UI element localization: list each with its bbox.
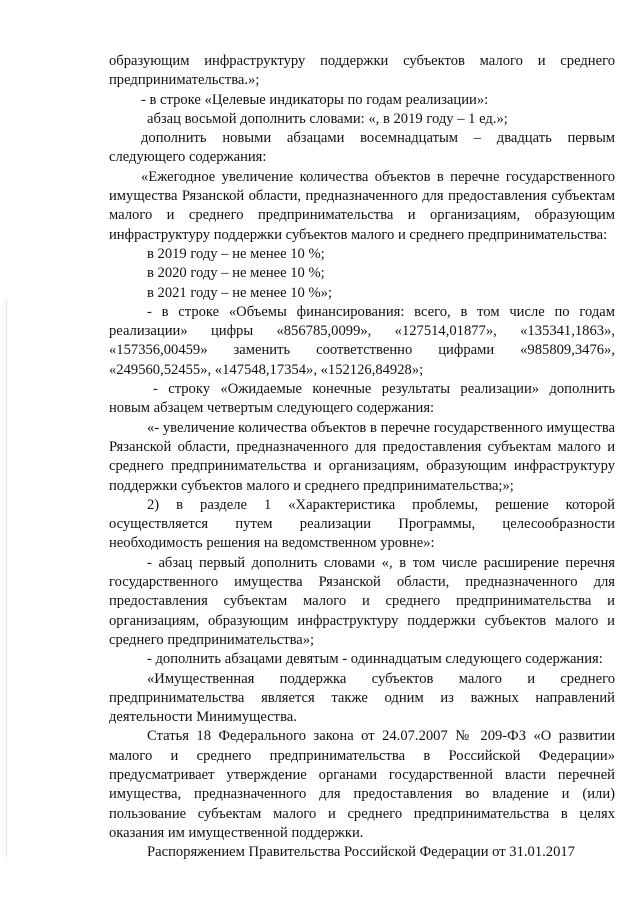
paragraph: - строку «Ожидаемые конечные результаты реализации» дополнить новым абзацем четвертым следующего содержания: bbox=[109, 381, 615, 417]
paragraph: в 2020 году – не менее 10 %; bbox=[147, 265, 325, 282]
paragraph: - абзац первый дополнить словами «, в том числе расширение перечня государственного имущества Рязанской области, предназначенного для предоставления субъектам малого и среднего предпринимательства и организациям, образующим инфраструктуру поддержки субъектов малого и среднего предпринимательства»; bbox=[109, 554, 615, 648]
paragraph: Распоряжением Правительства Российской Федерации от 31.01.2017 bbox=[147, 844, 575, 861]
paragraph: «- увеличение количества объектов в перечне государственного имущества Рязанской области, предназначенного для предоставления субъектам малого и среднего предпринимательства и организациям, образующим инфраструктуру поддержки субъектов малого и среднего предпринимательства;»; bbox=[109, 419, 615, 494]
paragraph: образующим инфраструктуру поддержки субъектов малого и среднего предпринимательства.»; bbox=[109, 53, 615, 89]
paragraph: - в строке «Целевые индикаторы по годам реализации»: bbox=[141, 91, 489, 108]
paragraph: дополнить новыми абзацами восемнадцатым – двадцать первым следующего содержания: bbox=[109, 130, 615, 166]
paragraph: - дополнить абзацами девятым - одиннадцатым следующего содержания: bbox=[147, 651, 603, 668]
paragraph: Статья 18 Федерального закона от 24.07.2007 № 209-ФЗ «О развитии малого и среднего предпринимательства в Российской Федерации» предусматривает утверждение органами государственной власти перечней имущества, предназначенного для предоставления во владение и (или) пользование субъектам малого и среднего предпринимательства в целях оказания им имущественной поддержки. bbox=[109, 728, 615, 841]
scan-margin-marks bbox=[6, 300, 10, 860]
paragraph: 2) в разделе 1 «Характеристика проблемы, решение которой осуществляется путем реализации Программы, целесообразности необходимость решения на ведомственном уровне»: bbox=[109, 496, 615, 552]
document-body bbox=[109, 52, 615, 862]
paragraph: в 2019 году – не менее 10 %; bbox=[147, 245, 325, 262]
paragraph: абзац восьмой дополнить словами: «, в 2019 году – 1 ед.»; bbox=[147, 110, 508, 127]
paragraph: «Имущественная поддержка субъектов малого и среднего предпринимательства является также одним из важных направлений деятельности Минимущества. bbox=[109, 670, 615, 726]
paragraph: «Ежегодное увеличение количества объектов в перечне государственного имущества Рязанской области, предназначенного для предоставления субъектам малого и среднего предпринимательства и организациям, образующим инфраструктуру поддержки субъектов малого и среднего предпринимательства: bbox=[109, 168, 615, 243]
paragraph: - в строке «Объемы финансирования: всего, в том числе по годам реализации» цифры «856785,0099», «127514,01877», «135341,1863», «157356,00459» заменить соответственно цифрами «985809,3476», «249560,52455», «147548,17354», «152126,84928»; bbox=[109, 303, 615, 378]
paragraph: в 2021 году – не менее 10 %»; bbox=[147, 284, 333, 301]
